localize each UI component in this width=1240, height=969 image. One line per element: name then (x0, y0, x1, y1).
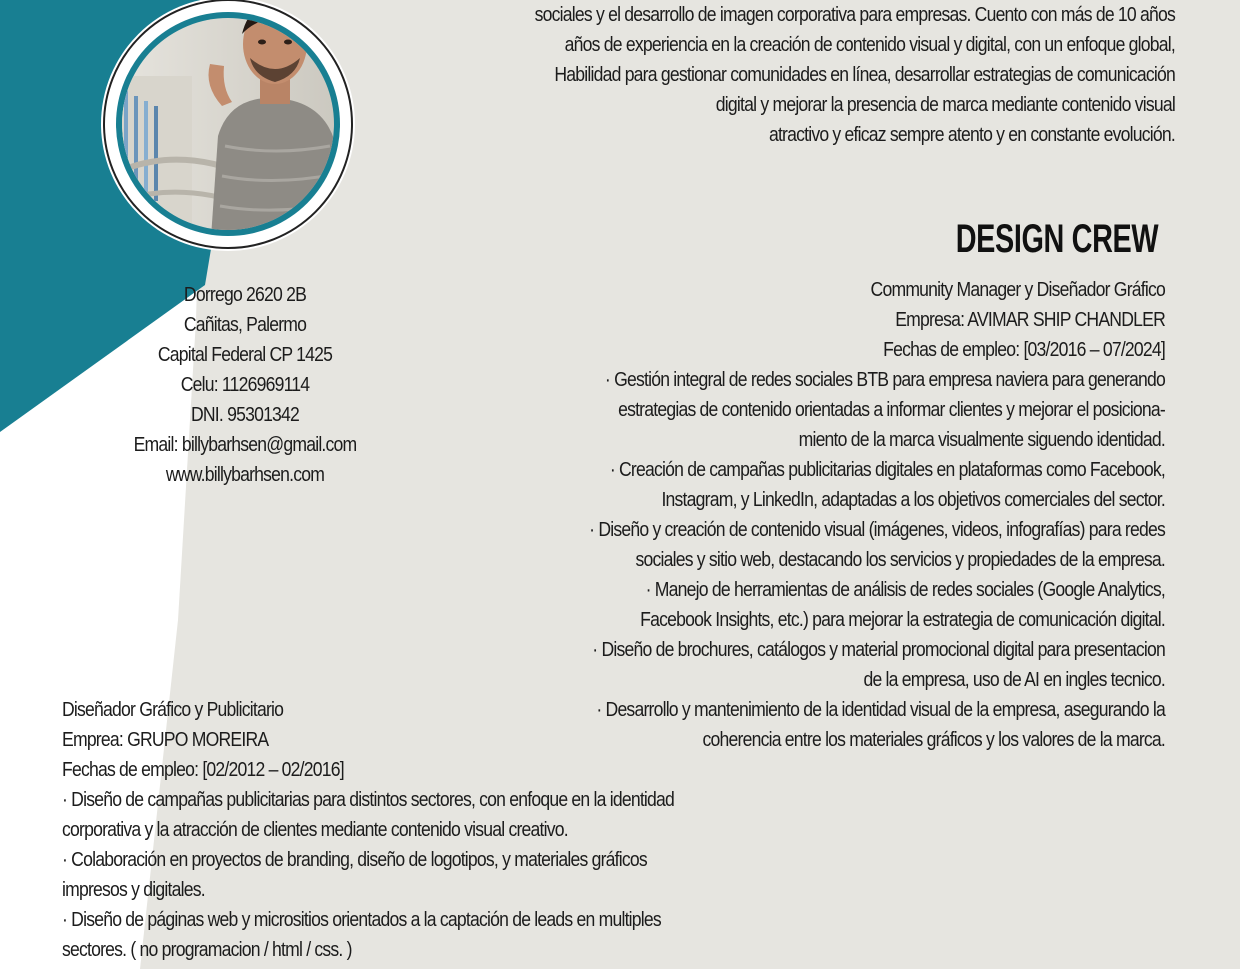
job-bullet-line: Facebook Insights, etc.) para mejorar la estrategia de comunicación digital. (640, 609, 1165, 631)
email-address: Email: billybarhsen@gmail.com (133, 434, 357, 456)
job-bullet-line: · Desarrollo y mantenimiento de la identidad visual de la empresa, asegurando la (596, 699, 1165, 721)
contact-info (82, 280, 408, 490)
job-bullet-line: · Gestión integral de redes sociales BTB para empresa naviera para generando (604, 369, 1165, 391)
profile-photo (100, 0, 356, 252)
job-bullet-line: de la empresa, uso de AI en ingles tecnico. (863, 669, 1165, 691)
job-company: Emprea: GRUPO MOREIRA (62, 729, 269, 751)
job-role: Diseñador Gráfico y Publicitario (62, 699, 284, 721)
address-line: Capital Federal CP 1425 (157, 344, 333, 366)
job-dates: Fechas de empleo: [02/2012 – 02/2016] (62, 759, 344, 781)
job-bullet-line: coherencia entre los materiales gráficos y los valores de la marca. (702, 729, 1165, 751)
job-bullet-line: corporativa y la atracción de clientes mediante contenido visual creativo. (62, 819, 568, 841)
job-bullet-line: · Diseño y creación de contenido visual (imágenes, videos, infografías) para redes (589, 519, 1165, 541)
job-bullet-line: · Diseño de brochures, catálogos y material promocional digital para presentacion (592, 639, 1165, 661)
summary-line: digital y mejorar la presencia de marca mediante contenido visual (715, 94, 1175, 116)
phone-number: Celu: 1126969114 (180, 374, 310, 396)
summary-line: años de experiencia en la creación de contenido visual y digital, con un enfoque global, (564, 34, 1175, 56)
website-link: www.billybarhsen.com (165, 464, 325, 486)
job-entry-avimar (461, 275, 1165, 755)
job-bullet-line: Instagram, y LinkedIn, adaptadas a los objetivos comerciales del sector. (661, 489, 1165, 511)
job-role: Community Manager y Diseñador Gráfico (870, 279, 1165, 301)
job-dates: Fechas de empleo: [03/2016 – 07/2024] (883, 339, 1165, 361)
job-company: Empresa: AVIMAR SHIP CHANDLER (895, 309, 1165, 331)
address-line: Dorrego 2620 2B (183, 284, 307, 306)
job-bullet-line: · Creación de campañas publicitarias digitales en plataformas como Facebook, (609, 459, 1165, 481)
job-bullet-line: miento de la marca visualmente siguendo identidad. (798, 429, 1165, 451)
job-entry-moreira (62, 695, 854, 965)
job-bullet-line: · Manejo de herramientas de análisis de redes sociales (Google Analytics, (645, 579, 1165, 601)
job-bullet-line: · Diseño de campañas publicitarias para distintos sectores, con enfoque en la identidad (62, 789, 675, 811)
summary-line: sociales y el desarrollo de imagen corporativa para empresas. Cuento con más de 10 años (534, 4, 1175, 26)
job-bullet-line: sociales y sitio web, destacando los servicios y propiedades de la empresa. (635, 549, 1165, 571)
dni-number: DNI. 95301342 (190, 404, 300, 426)
job-bullet-line: estrategias de contenido orientadas a informar clientes y mejorar el posiciona- (618, 399, 1165, 421)
job-bullet-line: · Diseño de páginas web y micrositios orientados a la captación de leads en multiples (62, 909, 661, 931)
job-bullet-line: · Colaboración en proyectos de branding, diseño de logotipos, y materiales gráficos (62, 849, 647, 871)
summary-line: atractivo y eficaz sempre atento y en constante evolución. (768, 124, 1175, 146)
job-bullet-line: impresos y digitales. (62, 879, 205, 901)
job-bullet-line: sectores. ( no programacion / html / css. ) (62, 939, 352, 961)
summary-line: Habilidad para gestionar comunidades en línea, desarrollar estrategias de comunicación (554, 64, 1175, 86)
experience-heading: DESIGN CREW (955, 217, 1158, 261)
address-line: Cañitas, Palermo (183, 314, 307, 336)
profile-summary (383, 0, 1175, 150)
